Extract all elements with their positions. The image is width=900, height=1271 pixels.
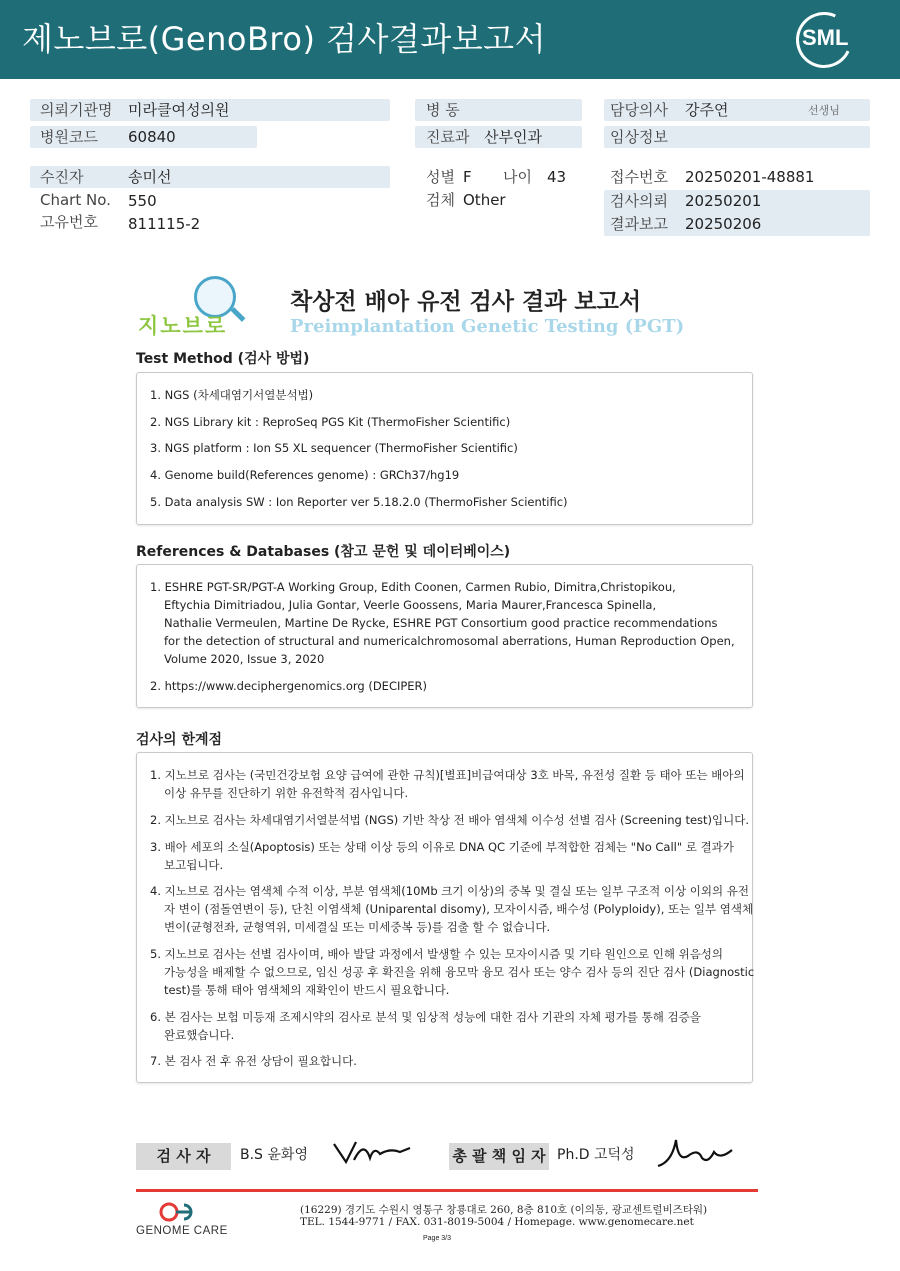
page-title: 제노브로(GenoBro) 검사결과보고서 [22, 20, 547, 58]
magnifier-handle-icon [231, 307, 246, 322]
limitation-item: 자 변이 (점돌연변이 등), 단친 이염색체 (Uniparental disomy), 모자이시즘, 배수성 (Polyploidy), 또는 일부 염색체 [164, 902, 754, 916]
limitation-item: 가능성을 배제할 수 없으므로, 임신 성공 후 확진을 위해 융모막 융모 검사 또는 양수 검사 등의 진단 검사 (Diagnostic [164, 965, 755, 979]
limitation-item: 5. 지노브로 검사는 선별 검사이며, 배아 발달 과정에서 발생할 수 있는 모자이시즘 및 기타 원인으로 인해 위음성의 [150, 947, 724, 961]
age-label: 나이 [503, 168, 532, 186]
department-label: 진료과 [426, 128, 470, 146]
specimen-label: 검체 [426, 191, 455, 209]
limitation-item: 6. 본 검사는 보험 미등재 조제시약의 검사로 분석 및 임상적 성능에 대한 검사 기관의 자체 평가를 통해 검증을 [150, 1010, 701, 1024]
id-label: 고유번호 [40, 213, 98, 231]
sml-logo-text: SML [802, 25, 849, 50]
receipt-value: 20250201-48881 [685, 168, 815, 186]
specimen-value: Other [463, 191, 506, 209]
test-method-item: 2. NGS Library kit : ReproSeq PGS Kit (ThermoFisher Scientific) [150, 415, 511, 429]
id-value: 811115-2 [128, 215, 201, 233]
page-number: Page 3/3 [423, 1235, 452, 1242]
chart-value: 550 [128, 192, 157, 210]
tester-name: B.S 윤화영 [240, 1147, 308, 1163]
report-title: 착상전 배아 유전 검사 결과 보고서 [290, 289, 642, 315]
limitations-box [136, 752, 753, 1083]
tester-signature [330, 1136, 412, 1170]
receipt-label: 접수번호 [610, 168, 668, 186]
limitation-item: 1. 지노브로 검사는 (국민건강보험 요양 급여에 관한 규칙)[별표]비급여대상 3호 바목, 유전성 질환 등 태아 또는 배아의 [150, 768, 745, 782]
request-date-value: 20250201 [685, 192, 762, 210]
limitation-item: 7. 본 검사 전 후 유전 상담이 필요합니다. [150, 1054, 357, 1068]
request-date-label: 검사의뢰 [610, 192, 668, 210]
footer-contact: TEL. 1544-9771 / FAX. 031-8019-5004 / Homepage. www.genomecare.net [300, 1216, 694, 1228]
reference-item: 2. https://www.deciphergenomics.org (DECIPER) [150, 679, 428, 693]
test-method-item: 3. NGS platform : Ion S5 XL sequencer (ThermoFisher Scientific) [150, 441, 518, 455]
limitation-item: 3. 배아 세포의 소실(Apoptosis) 또는 상태 이상 등의 이유로 DNA QC 기준에 부적합한 검체는 "No Call" 로 결과가 [150, 840, 734, 854]
report-date-value: 20250206 [685, 215, 762, 233]
director-name: Ph.D 고덕성 [557, 1147, 635, 1163]
references-box [136, 564, 753, 708]
limitation-item: test)를 통해 태아 염색체의 재확인이 반드시 필요합니다. [164, 983, 450, 997]
test-method-item: 1. NGS (차세대염기서열분석법) [150, 388, 314, 402]
department-value: 산부인과 [484, 128, 542, 146]
age-value: 43 [547, 168, 567, 186]
tester-label: 검 사 자 [136, 1143, 231, 1170]
director-signature [652, 1134, 734, 1172]
director-label: 총 괄 책 임 자 [449, 1143, 549, 1170]
genome-care-logo-icon [158, 1201, 194, 1223]
genobro-logo-text: 지노브로 [138, 314, 228, 338]
report-date-label: 결과보고 [610, 215, 668, 233]
report-subtitle: Preimplantation Genetic Testing (PGT) [290, 316, 685, 337]
sex-label: 성별 [426, 168, 455, 186]
hospital-code-label: 병원코드 [40, 128, 98, 146]
genome-care-logo-text: GENOME CARE [136, 1225, 228, 1237]
limitation-item: 이상 유무를 진단하기 위한 유전학적 검사입니다. [164, 786, 409, 800]
doctor-value: 강주연 [685, 101, 729, 119]
doctor-label: 담당의사 [610, 101, 668, 119]
request-org-label: 의뢰기관명 [40, 101, 113, 119]
patient-value: 송미선 [128, 168, 172, 186]
reference-item: Eftychia Dimitriadou, Julia Gontar, Veerle Goossens, Maria Maurer,Francesca Spinella, [164, 598, 657, 612]
patient-label: 수진자 [40, 168, 84, 186]
limitation-item: 4. 지노브로 검사는 염색체 수적 이상, 부분 염색체(10Mb 크기 이상)의 중복 및 결실 또는 일부 구조적 이상 이외의 유전 [150, 884, 749, 898]
limitation-item: 2. 지노브로 검사는 차세대염기서열분석법 (NGS) 기반 착상 전 배아 염색체 이수성 선별 검사 (Screening test)입니다. [150, 813, 749, 827]
header-bar [0, 0, 900, 79]
chart-label: Chart No. [40, 191, 111, 209]
limitation-item: 변이(균형전좌, 균형역위, 미세결실 또는 미세중복 등)를 검출 할 수 없습니다. [164, 920, 551, 934]
test-method-item: 5. Data analysis SW : Ion Reporter ver 5.18.2.0 (ThermoFisher Scientific) [150, 495, 568, 509]
doctor-suffix: 선생님 [808, 104, 840, 117]
limitation-item: 보고됩니다. [164, 858, 224, 872]
sex-value: F [463, 168, 472, 186]
references-title: References & Databases (참고 문헌 및 데이터베이스) [136, 544, 511, 560]
clinical-label: 임상정보 [610, 128, 668, 146]
reference-item: Volume 2020, Issue 3, 2020 [164, 652, 325, 666]
patient-row [30, 166, 390, 188]
ward-label: 병 동 [426, 101, 460, 119]
hospital-code-value: 60840 [128, 128, 176, 146]
limitation-item: 완료했습니다. [164, 1028, 235, 1042]
reference-item: for the detection of structural and numericalchromosomal aberrations, Human Reproduction Open, [164, 634, 735, 648]
footer-address: (16229) 경기도 수원시 영통구 창룡대로 260, 8층 810호 (이의동, 광교센트럴비즈타워) [300, 1204, 708, 1216]
test-method-title: Test Method (검사 방법) [136, 351, 310, 367]
limitations-title: 검사의 한계점 [136, 732, 223, 748]
footer-divider [136, 1189, 758, 1192]
request-org-value: 미라클여성의원 [128, 101, 230, 119]
test-method-box [136, 372, 753, 525]
reference-item: Nathalie Vermeulen, Martine De Rycke, ESHRE PGT Consortium good practice recommendations [164, 616, 718, 630]
test-method-item: 4. Genome build(References genome) : GRCh37/hg19 [150, 468, 460, 482]
reference-item: 1. ESHRE PGT-SR/PGT-A Working Group, Edith Coonen, Carmen Rubio, Dimitra,Christopikou, [150, 580, 676, 594]
